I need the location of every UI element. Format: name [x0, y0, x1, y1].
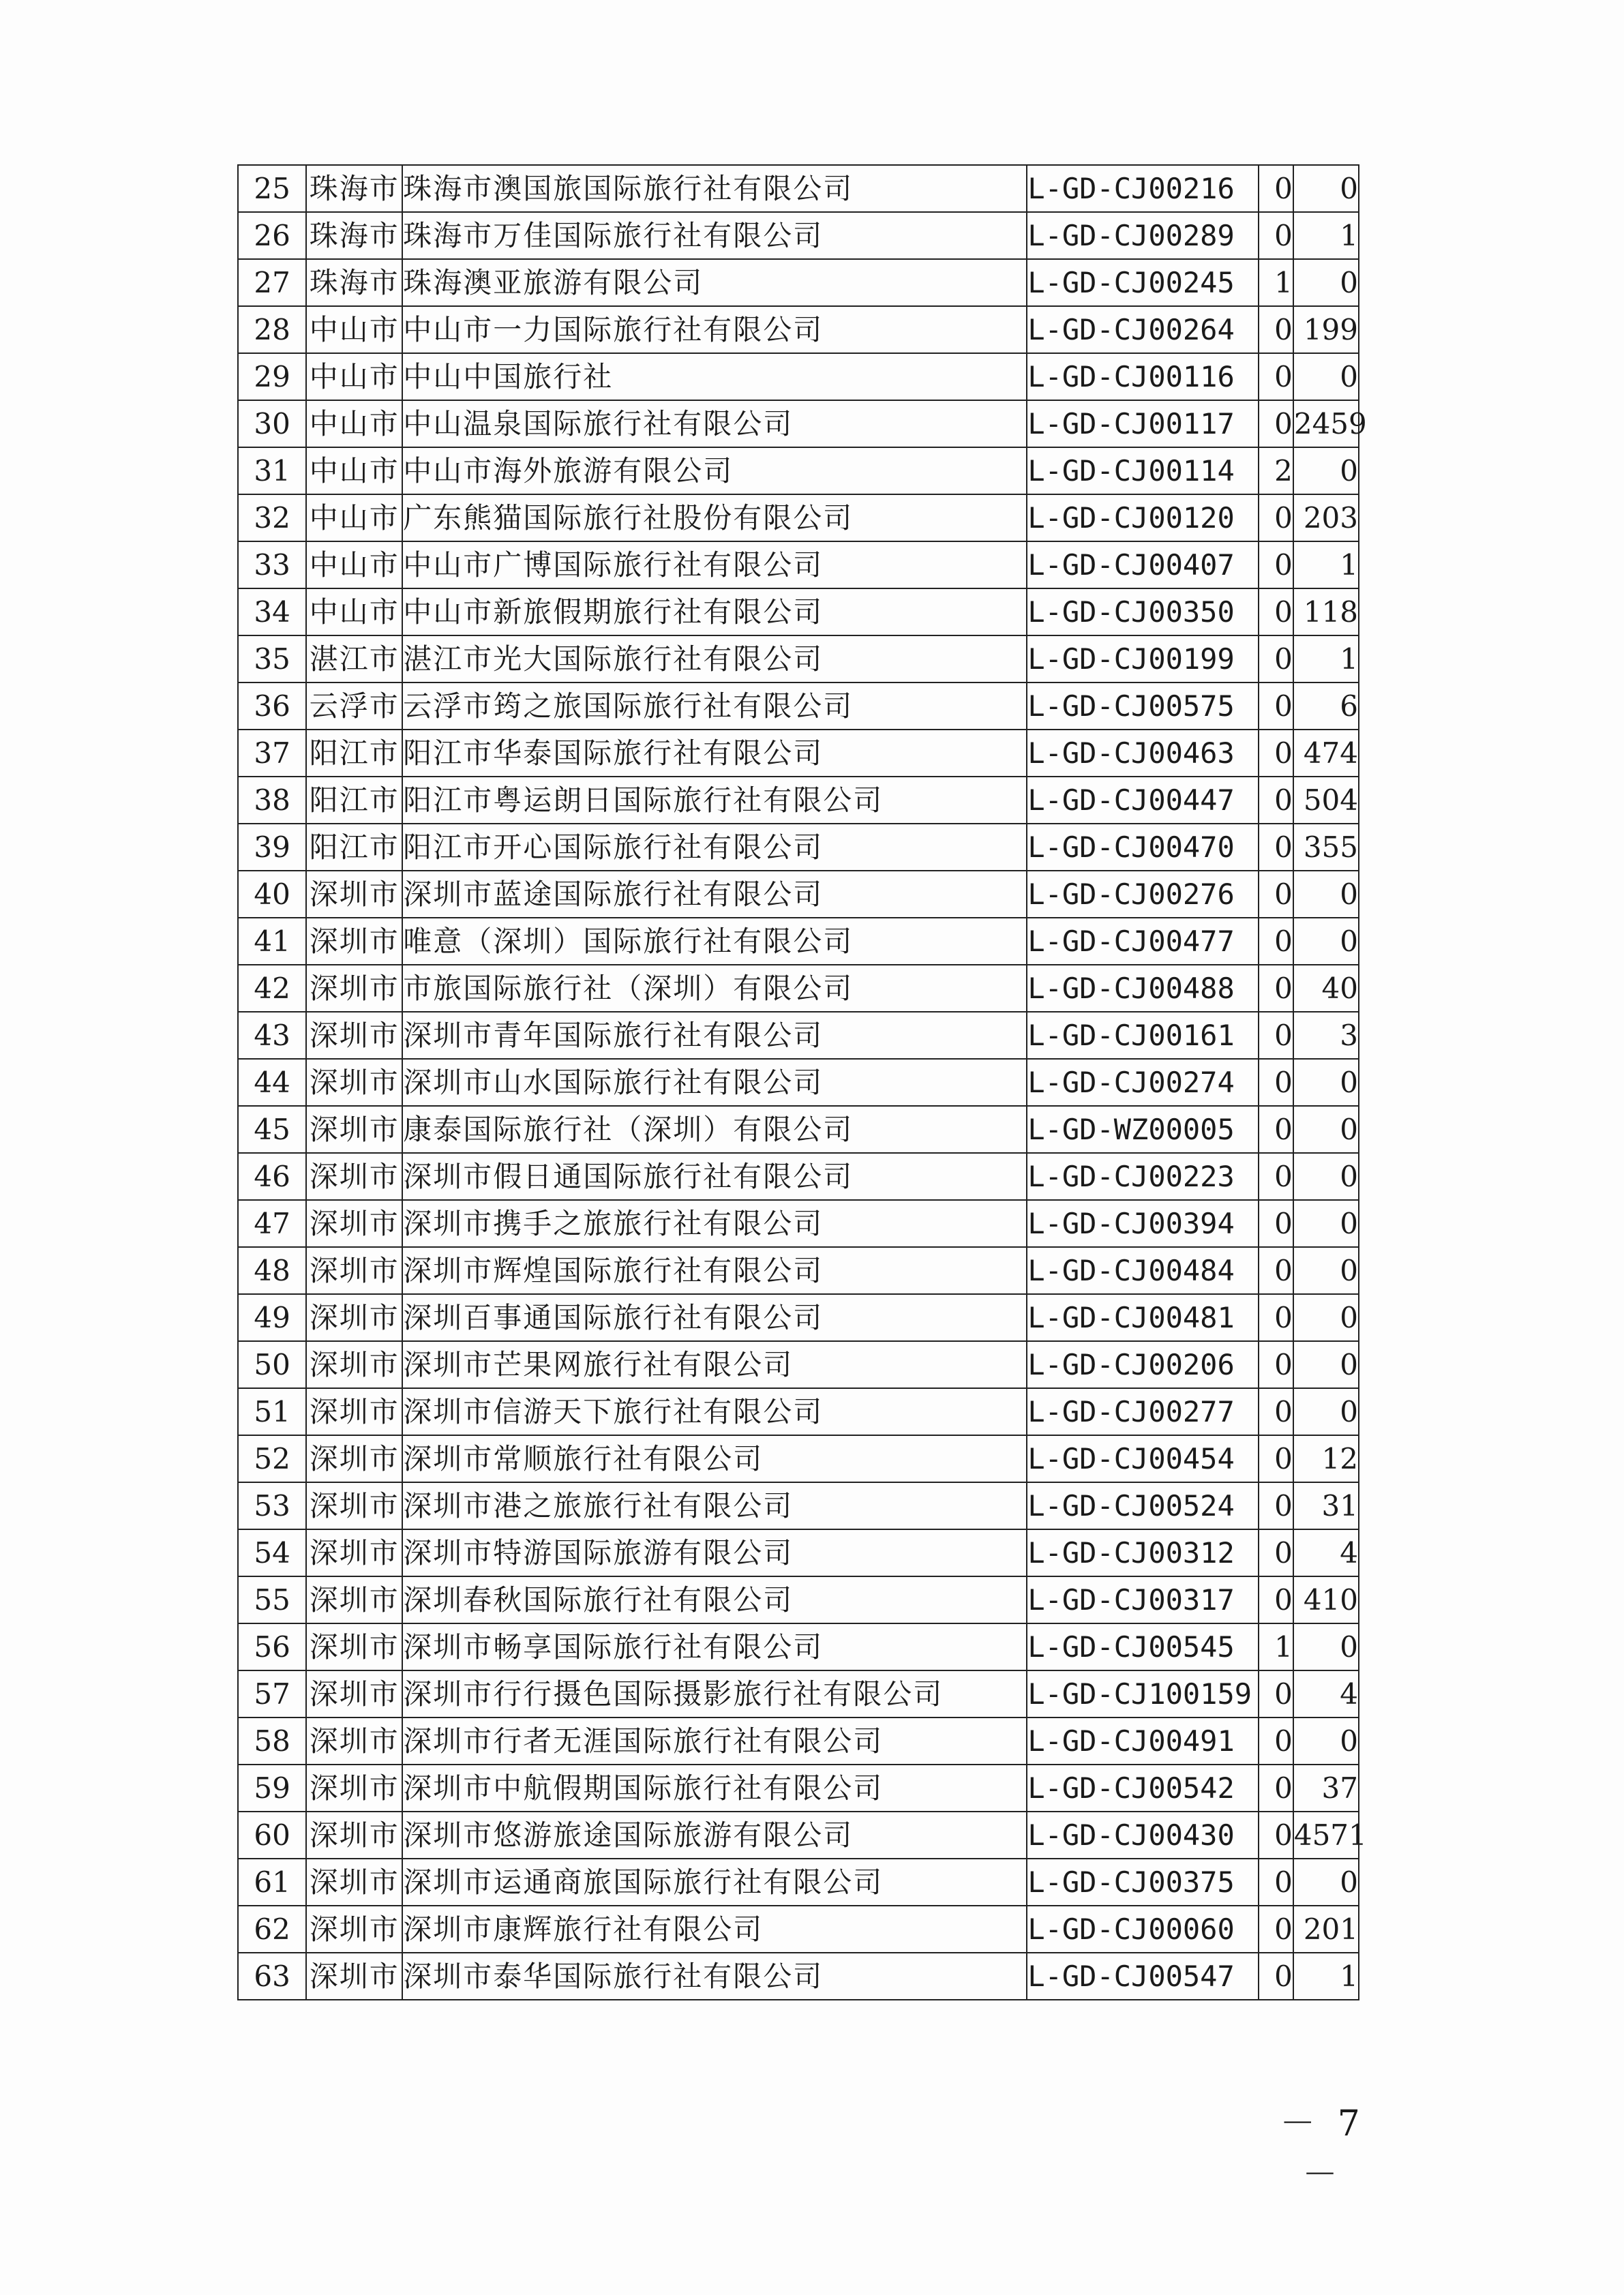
table-row: [238, 259, 1359, 306]
row-number: 36: [238, 682, 306, 730]
license-number-cell: L-GD-WZ00005: [1027, 1106, 1258, 1153]
table-row: [238, 1059, 1359, 1106]
count-a-cell: 0: [1259, 541, 1293, 588]
table-row: [238, 777, 1359, 824]
agency-name-cell: 中山温泉国际旅行社有限公司: [402, 400, 1027, 447]
license-number-cell: L-GD-CJ00161: [1027, 1012, 1258, 1059]
count-b-cell: 12: [1293, 1435, 1359, 1482]
agency-name-cell: 深圳市青年国际旅行社有限公司: [402, 1012, 1027, 1059]
table-row: [238, 1670, 1359, 1717]
row-number: 45: [238, 1106, 306, 1153]
city-cell: 中山市: [306, 447, 402, 494]
city-cell: 深圳市: [306, 1294, 402, 1341]
agency-name-cell: 深圳市蓝途国际旅行社有限公司: [402, 871, 1027, 918]
license-number-cell: L-GD-CJ00350: [1027, 588, 1258, 635]
table-row: [238, 1341, 1359, 1388]
city-cell: 深圳市: [306, 1200, 402, 1247]
count-b-cell: 0: [1293, 1200, 1359, 1247]
count-a-cell: 0: [1259, 1341, 1293, 1388]
license-number-cell: L-GD-CJ00114: [1027, 447, 1258, 494]
table-row: [238, 1012, 1359, 1059]
agency-name-cell: 深圳市山水国际旅行社有限公司: [402, 1059, 1027, 1106]
count-b-cell: 203: [1293, 494, 1359, 541]
city-cell: 阳江市: [306, 824, 402, 871]
count-b-cell: 31: [1293, 1482, 1359, 1529]
count-b-cell: 4: [1293, 1670, 1359, 1717]
agency-name-cell: 深圳市中航假期国际旅行社有限公司: [402, 1765, 1027, 1812]
count-b-cell: 0: [1293, 165, 1359, 212]
count-b-cell: 0: [1293, 447, 1359, 494]
city-cell: 云浮市: [306, 682, 402, 730]
table-row: [238, 588, 1359, 635]
city-cell: 中山市: [306, 400, 402, 447]
license-number-cell: L-GD-CJ00289: [1027, 212, 1258, 259]
table-row: [238, 1812, 1359, 1859]
agency-name-cell: 唯意（深圳）国际旅行社有限公司: [402, 918, 1027, 965]
agency-name-cell: 广东熊猫国际旅行社股份有限公司: [402, 494, 1027, 541]
count-a-cell: 0: [1259, 635, 1293, 682]
table-row: [238, 400, 1359, 447]
count-b-cell: 40: [1293, 965, 1359, 1012]
license-number-cell: L-GD-CJ00060: [1027, 1906, 1258, 1953]
agency-name-cell: 深圳市畅享国际旅行社有限公司: [402, 1623, 1027, 1670]
license-number-cell: L-GD-CJ00430: [1027, 1812, 1258, 1859]
city-cell: 珠海市: [306, 259, 402, 306]
license-number-cell: L-GD-CJ00463: [1027, 730, 1258, 777]
agency-name-cell: 阳江市粤运朗日国际旅行社有限公司: [402, 777, 1027, 824]
agency-name-cell: 深圳市泰华国际旅行社有限公司: [402, 1953, 1027, 2000]
row-number: 44: [238, 1059, 306, 1106]
count-a-cell: 0: [1259, 1765, 1293, 1812]
table-row: [238, 212, 1359, 259]
agency-name-cell: 深圳春秋国际旅行社有限公司: [402, 1576, 1027, 1623]
city-cell: 深圳市: [306, 1482, 402, 1529]
row-number: 42: [238, 965, 306, 1012]
count-a-cell: 0: [1259, 1153, 1293, 1200]
license-number-cell: L-GD-CJ00375: [1027, 1859, 1258, 1906]
license-number-cell: L-GD-CJ00216: [1027, 165, 1258, 212]
row-number: 62: [238, 1906, 306, 1953]
count-a-cell: 0: [1259, 1906, 1293, 1953]
row-number: 53: [238, 1482, 306, 1529]
license-number-cell: L-GD-CJ00199: [1027, 635, 1258, 682]
city-cell: 中山市: [306, 494, 402, 541]
city-cell: 湛江市: [306, 635, 402, 682]
row-number: 57: [238, 1670, 306, 1717]
count-a-cell: 0: [1259, 1106, 1293, 1153]
license-number-cell: L-GD-CJ00274: [1027, 1059, 1258, 1106]
city-cell: 深圳市: [306, 1106, 402, 1153]
row-number: 35: [238, 635, 306, 682]
city-cell: 阳江市: [306, 777, 402, 824]
count-a-cell: 0: [1259, 1388, 1293, 1435]
count-b-cell: 355: [1293, 824, 1359, 871]
license-number-cell: L-GD-CJ00245: [1027, 259, 1258, 306]
count-b-cell: 6: [1293, 682, 1359, 730]
agency-name-cell: 珠海市澳国旅国际旅行社有限公司: [402, 165, 1027, 212]
license-number-cell: L-GD-CJ00120: [1027, 494, 1258, 541]
license-number-cell: L-GD-CJ00277: [1027, 1388, 1258, 1435]
city-cell: 珠海市: [306, 212, 402, 259]
license-number-cell: L-GD-CJ00317: [1027, 1576, 1258, 1623]
city-cell: 深圳市: [306, 1576, 402, 1623]
agency-name-cell: 珠海市万佳国际旅行社有限公司: [402, 212, 1027, 259]
city-cell: 中山市: [306, 541, 402, 588]
count-b-cell: 0: [1293, 1294, 1359, 1341]
row-number: 43: [238, 1012, 306, 1059]
city-cell: 深圳市: [306, 1623, 402, 1670]
count-b-cell: 0: [1293, 1859, 1359, 1906]
row-number: 50: [238, 1341, 306, 1388]
table-row: [238, 1247, 1359, 1294]
count-a-cell: 0: [1259, 1012, 1293, 1059]
count-b-cell: 201: [1293, 1906, 1359, 1953]
count-a-cell: 2: [1259, 447, 1293, 494]
agency-name-cell: 湛江市光大国际旅行社有限公司: [402, 635, 1027, 682]
count-a-cell: 0: [1259, 1294, 1293, 1341]
count-a-cell: 0: [1259, 165, 1293, 212]
agency-name-cell: 市旅国际旅行社（深圳）有限公司: [402, 965, 1027, 1012]
table-row: [238, 541, 1359, 588]
table-row: [238, 918, 1359, 965]
table-row: [238, 871, 1359, 918]
row-number: 46: [238, 1153, 306, 1200]
count-a-cell: 0: [1259, 1670, 1293, 1717]
row-number: 37: [238, 730, 306, 777]
row-number: 34: [238, 588, 306, 635]
count-a-cell: 0: [1259, 1812, 1293, 1859]
count-b-cell: 0: [1293, 1341, 1359, 1388]
city-cell: 深圳市: [306, 1388, 402, 1435]
count-b-cell: 0: [1293, 1059, 1359, 1106]
city-cell: 珠海市: [306, 165, 402, 212]
agency-name-cell: 康泰国际旅行社（深圳）有限公司: [402, 1106, 1027, 1153]
row-number: 63: [238, 1953, 306, 2000]
license-number-cell: L-GD-CJ00394: [1027, 1200, 1258, 1247]
count-b-cell: 199: [1293, 306, 1359, 353]
table-row: [238, 1200, 1359, 1247]
agency-name-cell: 中山市一力国际旅行社有限公司: [402, 306, 1027, 353]
count-b-cell: 3: [1293, 1012, 1359, 1059]
table-row: [238, 682, 1359, 730]
agency-name-cell: 深圳市行者无涯国际旅行社有限公司: [402, 1717, 1027, 1765]
row-number: 60: [238, 1812, 306, 1859]
table-row: [238, 965, 1359, 1012]
city-cell: 深圳市: [306, 1859, 402, 1906]
travel-agency-table: [237, 164, 1367, 2000]
row-number: 30: [238, 400, 306, 447]
table-row: [238, 1153, 1359, 1200]
license-number-cell: L-GD-CJ00481: [1027, 1294, 1258, 1341]
agency-name-cell: 珠海澳亚旅游有限公司: [402, 259, 1027, 306]
agency-name-cell: 深圳百事通国际旅行社有限公司: [402, 1294, 1027, 1341]
row-number: 58: [238, 1717, 306, 1765]
table-row: [238, 1435, 1359, 1482]
count-a-cell: 0: [1259, 1576, 1293, 1623]
table-row: [238, 1294, 1359, 1341]
table-row: [238, 1906, 1359, 1953]
count-b-cell: 0: [1293, 1388, 1359, 1435]
count-b-cell: 1: [1293, 1953, 1359, 2000]
count-a-cell: 0: [1259, 588, 1293, 635]
count-b-cell: 4571: [1293, 1812, 1359, 1859]
city-cell: 深圳市: [306, 1247, 402, 1294]
license-number-cell: L-GD-CJ00223: [1027, 1153, 1258, 1200]
count-b-cell: 0: [1293, 1247, 1359, 1294]
agency-name-cell: 阳江市开心国际旅行社有限公司: [402, 824, 1027, 871]
table-row: [238, 1529, 1359, 1576]
table-row: [238, 1482, 1359, 1529]
count-a-cell: 0: [1259, 1717, 1293, 1765]
table-row: [238, 494, 1359, 541]
count-a-cell: 0: [1259, 400, 1293, 447]
row-number: 52: [238, 1435, 306, 1482]
city-cell: 阳江市: [306, 730, 402, 777]
table-row: [238, 730, 1359, 777]
row-number: 27: [238, 259, 306, 306]
city-cell: 中山市: [306, 353, 402, 400]
page-number: － 7 －: [1280, 2103, 1366, 2195]
row-number: 26: [238, 212, 306, 259]
agency-name-cell: 中山中国旅行社: [402, 353, 1027, 400]
agency-name-cell: 深圳市特游国际旅游有限公司: [402, 1529, 1027, 1576]
count-b-cell: 1: [1293, 541, 1359, 588]
count-b-cell: 0: [1293, 1717, 1359, 1765]
count-b-cell: 1: [1293, 635, 1359, 682]
count-a-cell: 0: [1259, 1953, 1293, 2000]
row-number: 61: [238, 1859, 306, 1906]
agency-name-cell: 深圳市港之旅旅行社有限公司: [402, 1482, 1027, 1529]
table-row: [238, 353, 1359, 400]
count-a-cell: 0: [1259, 1435, 1293, 1482]
table-row: [238, 1388, 1359, 1435]
count-a-cell: 0: [1259, 1482, 1293, 1529]
license-number-cell: L-GD-CJ00264: [1027, 306, 1258, 353]
license-number-cell: L-GD-CJ00488: [1027, 965, 1258, 1012]
table-row: [238, 165, 1359, 212]
count-a-cell: 0: [1259, 965, 1293, 1012]
license-number-cell: L-GD-CJ00206: [1027, 1341, 1258, 1388]
license-number-cell: L-GD-CJ00276: [1027, 871, 1258, 918]
table-row: [238, 1859, 1359, 1906]
row-number: 41: [238, 918, 306, 965]
license-number-cell: L-GD-CJ100159: [1027, 1670, 1258, 1717]
agency-name-cell: 中山市海外旅游有限公司: [402, 447, 1027, 494]
row-number: 55: [238, 1576, 306, 1623]
table-row: [238, 447, 1359, 494]
count-b-cell: 0: [1293, 918, 1359, 965]
count-b-cell: 2459: [1293, 400, 1359, 447]
row-number: 54: [238, 1529, 306, 1576]
city-cell: 深圳市: [306, 1529, 402, 1576]
row-number: 40: [238, 871, 306, 918]
row-number: 31: [238, 447, 306, 494]
table-row: [238, 306, 1359, 353]
count-a-cell: 0: [1259, 1529, 1293, 1576]
agency-name-cell: 深圳市信游天下旅行社有限公司: [402, 1388, 1027, 1435]
count-a-cell: 0: [1259, 306, 1293, 353]
row-number: 59: [238, 1765, 306, 1812]
count-b-cell: 1: [1293, 212, 1359, 259]
city-cell: 中山市: [306, 306, 402, 353]
row-number: 39: [238, 824, 306, 871]
count-b-cell: 0: [1293, 353, 1359, 400]
city-cell: 深圳市: [306, 1812, 402, 1859]
license-number-cell: L-GD-CJ00407: [1027, 541, 1258, 588]
city-cell: 深圳市: [306, 965, 402, 1012]
row-number: 25: [238, 165, 306, 212]
row-number: 29: [238, 353, 306, 400]
city-cell: 深圳市: [306, 1435, 402, 1482]
license-number-cell: L-GD-CJ00447: [1027, 777, 1258, 824]
row-number: 49: [238, 1294, 306, 1341]
count-b-cell: 0: [1293, 1623, 1359, 1670]
count-a-cell: 0: [1259, 730, 1293, 777]
count-a-cell: 0: [1259, 918, 1293, 965]
table-row: [238, 1106, 1359, 1153]
city-cell: 深圳市: [306, 1765, 402, 1812]
license-number-cell: L-GD-CJ00117: [1027, 400, 1258, 447]
license-number-cell: L-GD-CJ00542: [1027, 1765, 1258, 1812]
row-number: 28: [238, 306, 306, 353]
agency-name-cell: 深圳市康辉旅行社有限公司: [402, 1906, 1027, 1953]
count-a-cell: 0: [1259, 212, 1293, 259]
city-cell: 深圳市: [306, 1906, 402, 1953]
city-cell: 中山市: [306, 588, 402, 635]
city-cell: 深圳市: [306, 1341, 402, 1388]
count-b-cell: 474: [1293, 730, 1359, 777]
row-number: 51: [238, 1388, 306, 1435]
city-cell: 深圳市: [306, 1059, 402, 1106]
row-number: 56: [238, 1623, 306, 1670]
row-number: 33: [238, 541, 306, 588]
row-number: 38: [238, 777, 306, 824]
agency-name-cell: 深圳市常顺旅行社有限公司: [402, 1435, 1027, 1482]
table-row: [238, 1576, 1359, 1623]
agency-name-cell: 深圳市运通商旅国际旅行社有限公司: [402, 1859, 1027, 1906]
agency-name-cell: 中山市广博国际旅行社有限公司: [402, 541, 1027, 588]
city-cell: 深圳市: [306, 1717, 402, 1765]
table-row: [238, 1953, 1359, 2000]
count-a-cell: 0: [1259, 1200, 1293, 1247]
count-a-cell: 1: [1259, 259, 1293, 306]
license-number-cell: L-GD-CJ00484: [1027, 1247, 1258, 1294]
table-row: [238, 1623, 1359, 1670]
license-number-cell: L-GD-CJ00116: [1027, 353, 1258, 400]
license-number-cell: L-GD-CJ00491: [1027, 1717, 1258, 1765]
table-body: [238, 165, 1367, 2000]
license-number-cell: L-GD-CJ00477: [1027, 918, 1258, 965]
count-b-cell: 0: [1293, 1106, 1359, 1153]
count-a-cell: 1: [1259, 1623, 1293, 1670]
count-a-cell: 0: [1259, 871, 1293, 918]
city-cell: 深圳市: [306, 871, 402, 918]
table-row: [238, 1765, 1359, 1812]
count-a-cell: 0: [1259, 682, 1293, 730]
table-row: [238, 824, 1359, 871]
count-b-cell: 410: [1293, 1576, 1359, 1623]
license-number-cell: L-GD-CJ00470: [1027, 824, 1258, 871]
agency-name-cell: 深圳市悠游旅途国际旅游有限公司: [402, 1812, 1027, 1859]
row-number: 32: [238, 494, 306, 541]
license-number-cell: L-GD-CJ00312: [1027, 1529, 1258, 1576]
license-number-cell: L-GD-CJ00524: [1027, 1482, 1258, 1529]
license-number-cell: L-GD-CJ00547: [1027, 1953, 1258, 2000]
count-b-cell: 504: [1293, 777, 1359, 824]
count-b-cell: 4: [1293, 1529, 1359, 1576]
table-row: [238, 1717, 1359, 1765]
agency-name-cell: 深圳市携手之旅旅行社有限公司: [402, 1200, 1027, 1247]
city-cell: 深圳市: [306, 1670, 402, 1717]
row-number: 48: [238, 1247, 306, 1294]
count-a-cell: 0: [1259, 824, 1293, 871]
count-b-cell: 0: [1293, 1153, 1359, 1200]
agency-name-cell: 云浮市筠之旅国际旅行社有限公司: [402, 682, 1027, 730]
license-number-cell: L-GD-CJ00545: [1027, 1623, 1258, 1670]
city-cell: 深圳市: [306, 1953, 402, 2000]
count-b-cell: 118: [1293, 588, 1359, 635]
agency-name-cell: 中山市新旅假期旅行社有限公司: [402, 588, 1027, 635]
count-a-cell: 0: [1259, 353, 1293, 400]
count-a-cell: 0: [1259, 494, 1293, 541]
count-a-cell: 0: [1259, 1859, 1293, 1906]
count-b-cell: 0: [1293, 259, 1359, 306]
agency-name-cell: 深圳市辉煌国际旅行社有限公司: [402, 1247, 1027, 1294]
count-a-cell: 0: [1259, 1247, 1293, 1294]
row-number: 47: [238, 1200, 306, 1247]
count-a-cell: 0: [1259, 1059, 1293, 1106]
agency-name-cell: 深圳市假日通国际旅行社有限公司: [402, 1153, 1027, 1200]
city-cell: 深圳市: [306, 918, 402, 965]
agency-name-cell: 深圳市芒果网旅行社有限公司: [402, 1341, 1027, 1388]
agency-name-cell: 深圳市行行摄色国际摄影旅行社有限公司: [402, 1670, 1027, 1717]
count-b-cell: 37: [1293, 1765, 1359, 1812]
count-a-cell: 0: [1259, 777, 1293, 824]
count-b-cell: 0: [1293, 871, 1359, 918]
license-number-cell: L-GD-CJ00575: [1027, 682, 1258, 730]
agency-name-cell: 阳江市华泰国际旅行社有限公司: [402, 730, 1027, 777]
city-cell: 深圳市: [306, 1012, 402, 1059]
license-number-cell: L-GD-CJ00454: [1027, 1435, 1258, 1482]
table-row: [238, 635, 1359, 682]
city-cell: 深圳市: [306, 1153, 402, 1200]
